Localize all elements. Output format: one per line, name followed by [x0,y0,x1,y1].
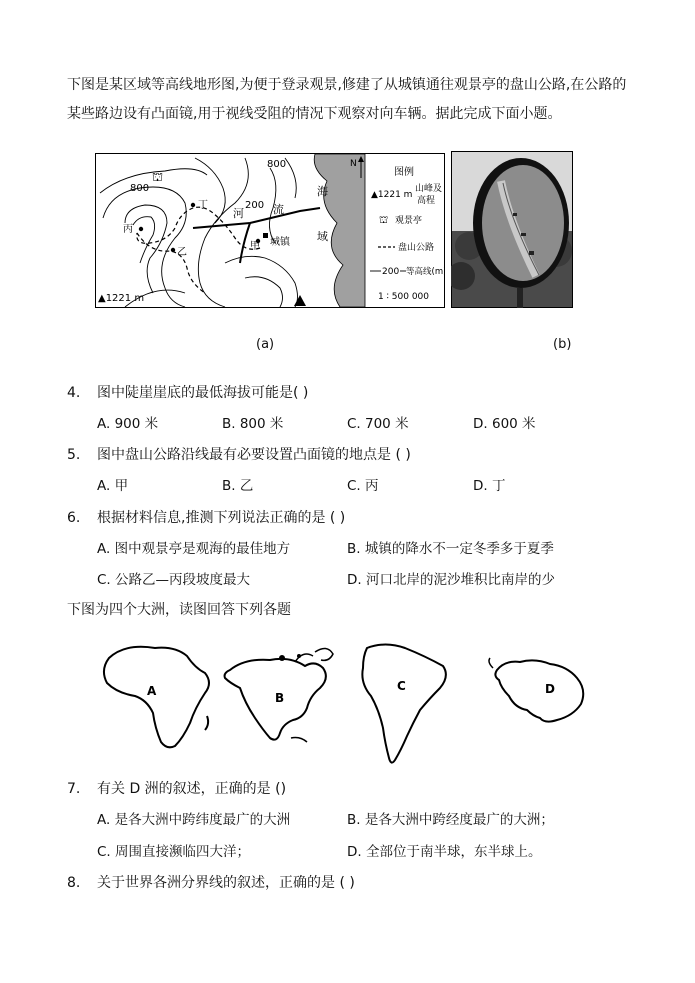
q7-option-b: B. 是各大洲中跨经度最广的大洲； [347,812,554,828]
q6-option-b: B. 城镇的降水不一定冬季多于夏季 [347,541,554,557]
point-ding [191,203,195,207]
label-river-liu: 流 [273,203,284,216]
q4-option-b: B. 800 米 [222,416,284,432]
label-yu: 域 [317,230,328,243]
label-yi: 乙 [177,247,187,258]
q4-option-a: A. 900 米 [97,416,159,432]
point-bing [139,227,143,231]
continent-a-label: A [147,684,157,698]
label-north: N [350,159,357,169]
legend-contour-desc: 等高线(m) [406,267,445,277]
legend-peak-desc1: 山峰及 [415,184,443,194]
question-4 [67,383,308,403]
q5-option-a: A. 甲 [97,478,129,494]
intro-paragraph-2: 下图为四个大洲，读图回答下列各题 [67,602,291,618]
legend-peak-desc2: 高程 [417,196,436,206]
question-number: 5. [67,447,81,463]
intro-line-1: 下图是某区域等高线地形图,为便于登录观景,修建了从城镇通往观景亭的盘山公路,在公路的 [67,77,627,93]
question-text: 有关 D 洲的叙述，正确的是 () [97,781,287,797]
label-jia: 甲 [250,241,260,252]
label-hai: 海 [317,185,328,198]
continent-d-shape [495,660,583,721]
label-800b: 800 [267,159,287,170]
legend-title: 图例 [394,167,414,178]
label-bing: 丙 [123,224,133,235]
question-8 [67,873,355,893]
q4-option-c: C. 700 米 [347,416,409,432]
legend-road: 盘山公路 [398,243,435,253]
q6-option-d: D. 河口北岸的泥沙堆积比南岸的少 [347,572,555,588]
town-marker [263,233,268,238]
continent-b-label: B [275,691,285,705]
question-text: 关于世界各洲分界线的叙述，正确的是 ( ) [97,875,355,891]
continent-d-label: D [545,682,555,696]
question-number: 7. [67,781,81,797]
continents-figure [95,638,605,768]
intro-paragraph [67,71,667,129]
legend-pavilion: 观景亭 [395,216,423,226]
question-number: 6. [67,510,81,526]
caption-a: (a) [256,337,275,352]
label-ding: 丁 [198,200,208,211]
q6-option-c: C. 公路乙—丙段坡度最大 [97,572,251,588]
continent-c-label: C [397,679,406,693]
continent-c-shape [362,645,446,763]
legend-peak-value: ▲1221 m [371,190,413,200]
question-number: 4. [67,385,81,401]
q4-option-d: D. 600 米 [473,416,536,432]
legend-pavilion-icon: ⛫ [379,215,389,226]
contour-map [95,153,445,308]
pavilion-icon: ⛫ [152,170,164,184]
question-text: 根据材料信息,推测下列说法正确的是 ( ) [97,510,346,526]
label-peak: ▲1221 m [98,293,145,304]
intro-line-2: 某些路边设有凸面镜,用于视线受阻的情况下观察对向车辆。据此完成下面小题。 [67,106,562,122]
legend-scale: 1 ∶ 500 000 [378,292,430,302]
question-number: 8. [67,875,81,891]
question-text: 图中盘山公路沿线最有必要设置凸面镜的地点是 ( ) [97,447,411,463]
question-6 [67,508,345,528]
continent-a-shape [104,647,209,748]
question-5 [67,445,411,465]
point-yi [171,248,175,252]
q5-option-c: C. 丙 [347,478,379,494]
label-800a: 800 [130,183,150,194]
legend-contour: 200 [382,267,400,277]
q5-option-d: D. 丁 [473,478,506,494]
convex-mirror-photo [451,151,573,308]
label-river-he: 河 [233,207,244,220]
q7-option-a: A. 是各大洲中跨纬度最广的大洲 [97,812,291,828]
q5-option-b: B. 乙 [222,478,254,494]
label-town: 城镇 [270,237,290,248]
q7-option-c: C. 周围直接濒临四大洋； [97,844,251,860]
question-7 [67,779,286,799]
caption-b: (b) [553,337,572,352]
label-200: 200 [245,200,265,211]
question-text: 图中陡崖崖底的最低海拔可能是( ) [97,385,309,401]
q7-option-d: D. 全部位于南半球，东半球上。 [347,844,542,860]
q6-option-a: A. 图中观景亭是观海的最佳地方 [97,541,291,557]
